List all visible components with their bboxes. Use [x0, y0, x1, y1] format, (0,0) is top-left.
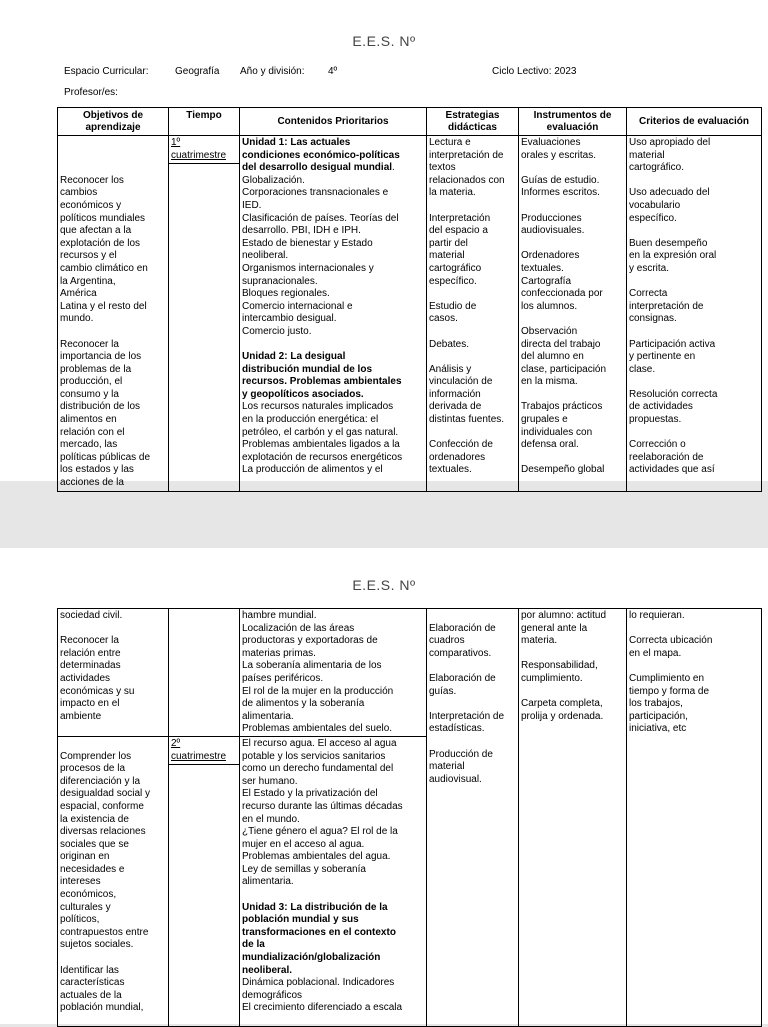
text-line: Lectura e [429, 137, 471, 148]
unidad-3-contents [242, 977, 424, 1015]
text-line: Buen desempeño [629, 237, 708, 249]
text-line: clase, participación [521, 363, 607, 375]
objetivos-cell-b [58, 736, 169, 1026]
contenidos-b1-text [242, 738, 424, 889]
text-line: participación, [629, 710, 688, 722]
text-line: Organismos internacionales y [242, 262, 374, 274]
text-line: demográficos [242, 989, 303, 1001]
text-line: políticas públicas de [60, 451, 151, 463]
text-line: relación entre [60, 647, 121, 659]
text-line: la existencia de [60, 813, 129, 825]
text-line: Debates. [429, 338, 470, 350]
text-line: políticos, [60, 914, 100, 926]
text-line: diferenciación y la [60, 775, 141, 787]
contenidos-a-text [242, 610, 424, 736]
text-line: Confección de [429, 439, 493, 451]
text-line: comparativos. [429, 647, 492, 659]
text-line: población mundial y sus [242, 914, 359, 926]
text-line: alimentaria. [242, 876, 294, 888]
text-line: Elaboración de [429, 672, 496, 684]
text-line: desigualdad social y [60, 788, 151, 800]
text-line: Problemas ambientales del agua. [242, 851, 391, 863]
text-line [521, 648, 624, 661]
text-line [629, 175, 759, 188]
text-line: casos. [429, 313, 458, 325]
instrumentos-text [521, 137, 624, 477]
text-line: Comercio justo. [242, 325, 312, 337]
instrumentos-cell-2 [519, 609, 627, 1027]
text-line: material [429, 250, 465, 262]
text-line: Latina y el resto del [60, 300, 147, 312]
text-line: ¿Tiene género el agua? El rol de la [242, 826, 398, 838]
text-line: del alumno en [521, 351, 584, 363]
text-line: los estados y las [60, 464, 134, 476]
text-line: neoliberal. [242, 250, 289, 262]
text-line: Bloques regionales. [242, 288, 330, 300]
text-line: La producción de alimentos y el [242, 464, 383, 476]
tiempo-2-block [169, 737, 239, 765]
text-line: Cumplimiento en [629, 672, 705, 684]
text-line: en el mundo. [242, 813, 300, 825]
objetivos-text [58, 136, 168, 491]
text-line: en la producción energética: el [242, 414, 379, 426]
text-line: Reconocer la [60, 635, 119, 647]
text-line: Unidad 1: Las actuales [242, 137, 351, 148]
text-line: directa del trabajo [521, 338, 601, 350]
text-line: petróleo, el carbón y el gas natural. [242, 426, 399, 438]
objetivos-cell-a [58, 609, 169, 737]
text-line: guías. [429, 685, 457, 697]
text-line: Interpretación de [429, 710, 505, 722]
ciclo-lectivo: Ciclo Lectivo: 2023 [492, 66, 577, 77]
text-line: de alimentos y la soberanía [242, 698, 365, 710]
estrategias-cell [427, 136, 519, 492]
tiempo-cell-b [169, 736, 240, 1026]
text-line: originan en [60, 851, 110, 863]
text-line: del espacio a [429, 225, 488, 237]
text-line: materia. [521, 635, 558, 647]
text-line: económicas y su [60, 685, 135, 697]
text-line [629, 427, 759, 440]
text-line: hambre mundial. [242, 610, 317, 621]
text-line: Uso apropiado del [629, 137, 711, 148]
text-line: específico. [629, 212, 677, 224]
text-line: individuales con [521, 426, 593, 438]
text-line: El rol de la mujer en la producción [242, 685, 394, 697]
text-line: vocabulario [629, 199, 681, 211]
text-line: por alumno: actitud [521, 610, 607, 621]
page-1 [0, 0, 768, 489]
text-line: neoliberal. [242, 964, 293, 976]
text-line [429, 288, 516, 301]
text-line: como un derecho fundamental del [242, 763, 394, 775]
text-line: interpretación de [429, 149, 504, 161]
text-line [521, 452, 624, 465]
text-line: explotación de los [60, 237, 141, 249]
text-line: material [429, 761, 465, 773]
text-line: Estado de bienestar y Estado [242, 237, 373, 249]
text-line: Localización de las áreas [242, 622, 355, 634]
text-line: Comprender los [60, 750, 132, 762]
text-line: Globalización. [242, 174, 305, 186]
col-header-estrategias: Estrategias didácticas [427, 108, 519, 136]
text-line [60, 162, 166, 175]
criterios-text [629, 137, 759, 477]
text-line: materias primas. [242, 647, 316, 659]
planning-table-page-2 [57, 608, 762, 1027]
text-line [629, 326, 759, 339]
contenidos-cell-b [240, 736, 427, 1026]
instrumentos-cell [519, 136, 627, 492]
text-line: económicos, [60, 889, 117, 901]
contenidos-cell-a [240, 609, 427, 737]
text-line [629, 660, 759, 673]
planning-table-page-1 [57, 107, 762, 492]
text-line: cartográfico [429, 262, 482, 274]
text-line [60, 326, 166, 339]
text-line: Observación [521, 325, 578, 337]
text-line: clase. [629, 363, 656, 375]
text-line: desarrollo. PBI, IDH e IPH. [242, 225, 361, 237]
table-row [58, 609, 762, 737]
text-line: Corrección o [629, 439, 686, 451]
col-header-contenidos: Contenidos Prioritarios [240, 108, 427, 136]
text-line: contrapuestos entre [60, 926, 149, 938]
text-line: los trabajos, [629, 698, 683, 710]
text-line [521, 313, 624, 326]
text-line: La soberanía alimentaria de los [242, 660, 382, 672]
tiempo-1-label: cuatrimestre [171, 149, 227, 161]
objetivos-cell [58, 136, 169, 492]
text-line: Problemas ambientales del suelo. [242, 723, 393, 735]
text-line: IED. [242, 199, 262, 211]
text-line [521, 238, 624, 251]
text-line: en la misma. [521, 376, 578, 388]
objetivos-b-text [60, 738, 166, 1015]
text-line [429, 351, 516, 364]
unidad-1-block [242, 137, 424, 339]
text-line: necesidades e [60, 863, 125, 875]
text-line: orales y escritas. [521, 149, 597, 161]
contenidos-cell [240, 136, 427, 492]
text-line: Correcta [629, 288, 668, 300]
criterios-cell [627, 136, 762, 492]
tiempo-1-block [169, 136, 239, 164]
text-line: económicos y [60, 199, 122, 211]
text-line: Guías de estudio. [521, 174, 600, 186]
text-line: confeccionada por [521, 288, 603, 300]
text-line: problemas de la [60, 363, 132, 375]
text-line: y geopolíticos asociados. [242, 388, 364, 400]
text-line: vinculación de [429, 376, 493, 388]
anio-division-label: Año y división: [240, 66, 305, 77]
text-line: cambio climático en [60, 262, 148, 274]
estrategias-2-text [429, 610, 516, 786]
text-line: recursos. Problemas ambientales [242, 376, 402, 388]
text-line: interpretación de [629, 300, 704, 312]
criterios-2-text [629, 610, 759, 736]
table-row [58, 136, 762, 492]
text-line: condiciones económico-políticas [242, 149, 400, 161]
unidad-1-title [242, 137, 424, 175]
text-line: recursos y el [60, 250, 117, 262]
text-line: iniciativa, etc [629, 723, 687, 735]
text-line: Responsabilidad, [521, 660, 598, 672]
tiempo-cell [169, 136, 240, 492]
criterios-cell-2 [627, 609, 762, 1027]
text-line: productoras y exportadoras de [242, 635, 378, 647]
text-line: mundialización/globalización [242, 952, 381, 964]
text-line: textuales. [521, 262, 564, 274]
text-line: Unidad 3: La distribución de la [242, 901, 388, 913]
text-line: Uso adecuado del [629, 187, 710, 199]
text-line: sociales que se [60, 838, 129, 850]
col-header-instrumentos: Instrumentos de evaluación [519, 108, 627, 136]
text-line [429, 326, 516, 339]
text-line: tiempo y forma de [629, 685, 710, 697]
text-line: Producciones [521, 212, 582, 224]
text-line [521, 686, 624, 699]
text-line: Estudio de [429, 300, 477, 312]
text-line: políticos mundiales [60, 212, 146, 224]
text-line: cumplimiento. [521, 672, 583, 684]
text-line: Producción de [429, 748, 493, 760]
text-line: Corporaciones transnacionales e [242, 187, 389, 199]
text-line: derivada de [429, 401, 482, 413]
text-line: recurso durante las últimas décadas [242, 800, 403, 812]
text-line: El Estado y la privatización del [242, 788, 378, 800]
text-line: potable y los servicios sanitarios [242, 750, 386, 762]
school-title-page-2: E.E.S. Nº [352, 577, 416, 593]
text-line: Elaboración de [429, 622, 496, 634]
unidad-2-title [242, 351, 424, 401]
text-line: Comercio internacional e [242, 300, 353, 312]
text-line: ordenadores [429, 451, 486, 463]
text-line: textos [429, 162, 456, 174]
profesor-label: Profesor/es: [64, 87, 118, 98]
text-line [60, 150, 166, 163]
text-line: distribución mundial de los [242, 363, 373, 375]
unidad-1-contents [242, 175, 424, 339]
text-line: espacial, conforme [60, 800, 144, 812]
text-line [60, 137, 166, 150]
text-line: Carpeta completa, [521, 698, 603, 710]
text-line: actuales de la [60, 989, 122, 1001]
col-header-tiempo: Tiempo [169, 108, 240, 136]
text-line [60, 623, 166, 636]
text-line: material [629, 149, 665, 161]
text-line: procesos de la [60, 763, 126, 775]
text-line: mundo. [60, 313, 94, 325]
text-line: distintas fuentes. [429, 414, 505, 426]
text-line: la materia. [429, 187, 476, 199]
text-line: Informes escritos. [521, 187, 600, 199]
text-line [429, 610, 516, 623]
text-line [629, 623, 759, 636]
text-line: información [429, 388, 481, 400]
text-line [429, 200, 516, 213]
text-line: en el mapa. [629, 647, 682, 659]
text-line: alimentaria. [242, 710, 294, 722]
text-line: grupales e [521, 414, 568, 426]
text-line: textuales. [429, 464, 472, 476]
text-line: Trabajos prácticos [521, 401, 603, 413]
text-line: propuestas. [629, 414, 682, 426]
text-line: cuadros [429, 635, 465, 647]
text-line [60, 952, 166, 965]
text-line: importancia de los [60, 351, 142, 363]
text-line: acciones de la [60, 477, 124, 489]
text-line: transformaciones en el contexto [242, 926, 396, 938]
text-line: explotación de recursos energéticos [242, 451, 403, 463]
text-line: Dinámica poblacional. Indicadores [242, 977, 395, 989]
text-line [521, 162, 624, 175]
text-line: Problemas ambientales ligados a la [242, 439, 400, 451]
tiempo-1-ordinal: 1º [171, 137, 181, 148]
text-line [521, 389, 624, 402]
text-line: población mundial, [60, 1002, 144, 1014]
text-line: Cartografía [521, 275, 572, 287]
text-line [60, 738, 166, 751]
text-line: alimentos en [60, 414, 117, 426]
anio-division-value: 4º [328, 66, 338, 77]
text-line: Análisis y [429, 363, 472, 375]
text-line: del desarrollo desigual mundial [242, 162, 393, 174]
text-line: Participación activa [629, 338, 716, 350]
text-line: estadísticas. [429, 723, 485, 735]
text-line: intercambio desigual. [242, 313, 337, 325]
text-line: determinadas [60, 660, 121, 672]
estrategias-cell-2 [427, 609, 519, 1027]
unidad-2-contents [242, 401, 424, 477]
text-line [521, 200, 624, 213]
col-header-criterios: Criterios de evaluación [627, 108, 762, 136]
text-line [429, 660, 516, 673]
text-line: general ante la [521, 622, 588, 634]
text-line: distribución de los [60, 401, 141, 413]
text-line: supranacionales. [242, 275, 318, 287]
text-line: ambiente [60, 710, 102, 722]
text-line: de actividades [629, 401, 693, 413]
text-line: Interpretación [429, 212, 491, 224]
text-line: Reconocer la [60, 338, 119, 350]
text-line: características [60, 977, 125, 989]
text-line: lo requieran. [629, 610, 685, 621]
text-line: mercado, las [60, 439, 118, 451]
text-line: prolija y ordenada. [521, 710, 604, 722]
school-title: E.E.S. Nº [352, 33, 416, 49]
text-line: consignas. [629, 313, 677, 325]
text-line: Ley de semillas y soberanía [242, 863, 366, 875]
text-line: Clasificación de países. Teorías del [242, 212, 399, 224]
text-line [429, 698, 516, 711]
text-line [629, 276, 759, 289]
text-line: de la [242, 939, 265, 951]
text-line: consumo y la [60, 388, 119, 400]
text-line: defensa oral. [521, 439, 579, 451]
text-line: y escrita. [629, 262, 670, 274]
instrumentos-2-text [521, 610, 624, 723]
text-line: específico. [429, 275, 477, 287]
text-line: Ordenadores [521, 250, 580, 262]
table-header-row [58, 108, 762, 136]
text-line: actividades [60, 672, 111, 684]
text-line: América [60, 288, 97, 300]
text-line: mujer en el acceso al agua. [242, 838, 365, 850]
espacio-curricular-label: Espacio Curricular: [64, 66, 149, 77]
tiempo-2-ordinal: 2º [171, 737, 181, 749]
tiempo-cell-a [169, 609, 240, 737]
text-line: Los recursos naturales implicados [242, 401, 394, 413]
text-line: audiovisual. [429, 773, 482, 785]
objetivos-a-text [60, 610, 166, 723]
text-line: que afectan a la [60, 225, 132, 237]
text-line: El crecimiento diferenciado a escala [242, 1002, 403, 1014]
text-line: y pertinente en [629, 351, 696, 363]
text-line: Desempeño global [521, 464, 605, 476]
text-line: países periféricos. [242, 672, 324, 684]
text-line [629, 376, 759, 389]
text-line: diversas relaciones [60, 826, 146, 838]
text-line: Evaluaciones [521, 137, 581, 148]
text-line: partir del [429, 237, 468, 249]
text-line [629, 225, 759, 238]
text-line: en la expresión oral [629, 250, 717, 262]
text-line: Resolución correcta [629, 388, 718, 400]
text-line: intereses [60, 876, 101, 888]
text-line: la Argentina, [60, 275, 116, 287]
text-line: sociedad civil. [60, 610, 123, 621]
unidad-1-title-tail: . [392, 162, 395, 174]
unidad-3-title [242, 902, 424, 978]
text-line: cambios [60, 187, 98, 199]
text-line: Identificar las [60, 964, 119, 976]
text-line: culturales y [60, 901, 111, 913]
text-line: Reconocer los [60, 174, 124, 186]
page-2 [0, 548, 768, 1024]
text-line: relacionados con [429, 174, 505, 186]
text-line: sujetos sociales. [60, 939, 134, 951]
text-line: reelaboración de [629, 451, 704, 463]
text-line: los alumnos. [521, 300, 578, 312]
text-line: audiovisuales. [521, 225, 585, 237]
text-line: cartográfico. [629, 162, 685, 174]
text-line: Unidad 2: La desigual [242, 351, 346, 363]
text-line: relación con el [60, 426, 125, 438]
text-line: El recurso agua. El acceso al agua [242, 737, 397, 749]
text-line: actividades que así [629, 464, 715, 476]
text-line: impacto en el [60, 698, 120, 710]
col-header-objetivos: Objetivos de aprendizaje [58, 108, 169, 136]
estrategias-text [429, 137, 516, 477]
tiempo-2-label: cuatrimestre [171, 750, 227, 762]
espacio-curricular-value: Geografía [175, 66, 220, 77]
text-line [429, 427, 516, 440]
text-line [429, 736, 516, 749]
text-line: ser humano. [242, 775, 298, 787]
text-line: Correcta ubicación [629, 635, 713, 647]
text-line: producción, el [60, 376, 123, 388]
